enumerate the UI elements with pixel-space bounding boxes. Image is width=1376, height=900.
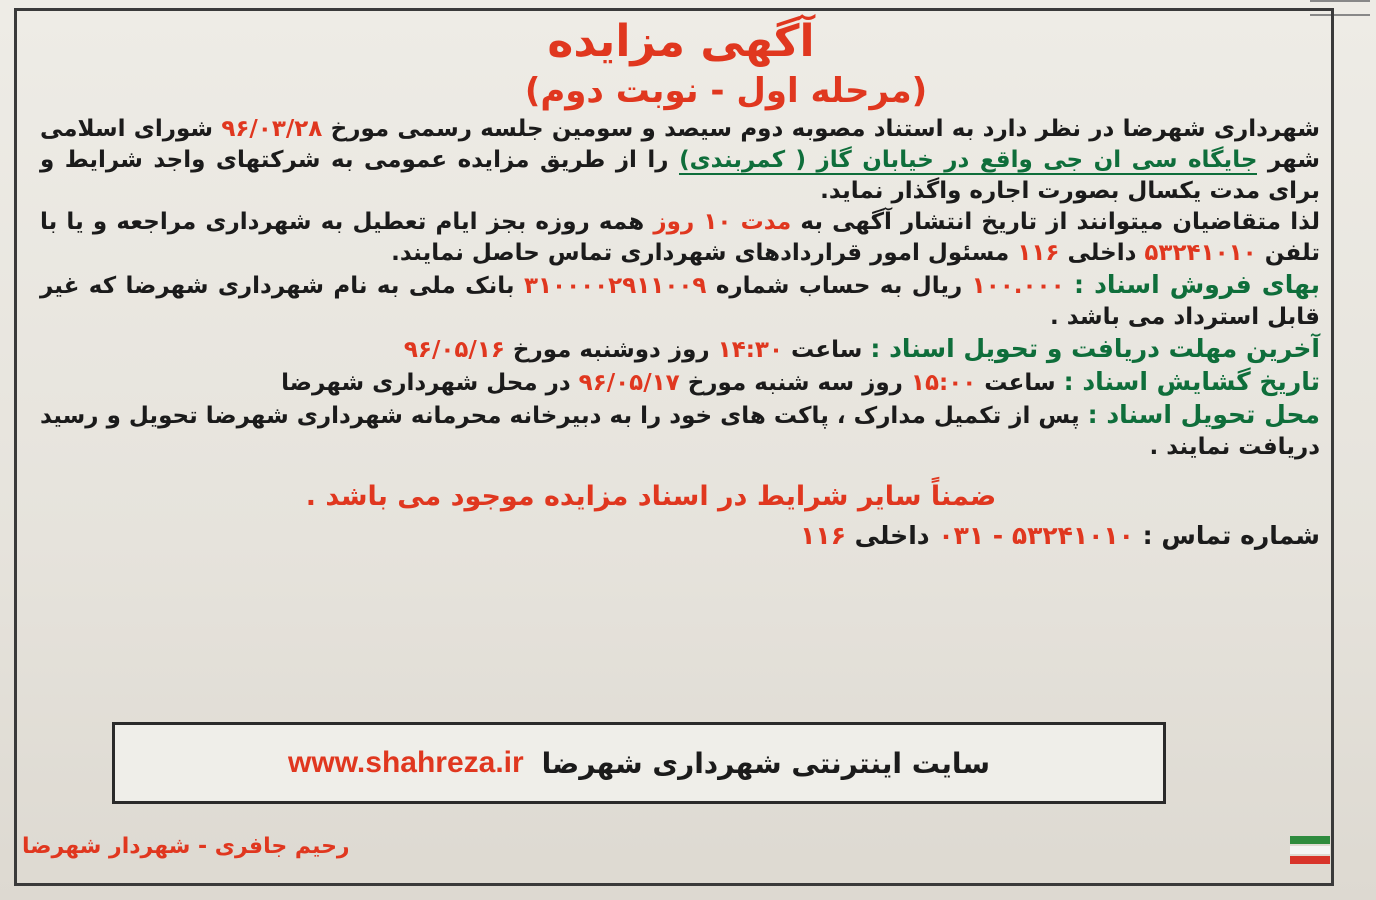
intro-subject: جایگاه سی ان جی واقع در خیابان گاز ( کمربندی)	[679, 147, 1258, 173]
ad-subtitle: (مرحله اول - نوبت دوم)	[524, 71, 928, 111]
applicants-extension: ۱۱۶	[1017, 240, 1060, 266]
website-box	[112, 722, 1166, 804]
contact-line	[36, 519, 1326, 553]
deadline-label: آخرین مهلت دریافت و تحویل اسناد :	[870, 334, 1320, 363]
price-label: بهای فروش اسناد :	[1074, 270, 1320, 299]
deadline-line	[36, 333, 1326, 366]
price-account: ۳۱۰۰۰۰۲۹۱۱۰۰۹	[523, 273, 707, 299]
opening-text-2: روز سه شنبه مورخ	[687, 370, 903, 396]
intro-text-1: شهرداری شهرضا در نظر دارد به استناد مصوبه دوم سیصد و سومین جلسه رسمی مورخ	[330, 116, 1320, 142]
intro-paragraph	[36, 114, 1326, 207]
applicants-text-1: لذا متقاضیان میتوانند از تاریخ انتشار آگهی به	[800, 209, 1321, 235]
opening-text-3: در محل شهرداری شهرضا	[281, 370, 571, 396]
ad-title: آگهی مزایده	[547, 16, 815, 67]
contact-number: ۰۳۱ - ۵۳۲۴۱۰۱۰	[938, 521, 1134, 550]
website-link[interactable]: www.shahreza.ir	[288, 746, 524, 779]
website-label: سایت اینترنتی شهرداری شهرضا	[541, 746, 990, 780]
intro-text-3: را از طریق مزایده عمومی به شرکتهای واجد شرایط و برای مدت یکسال بصورت اجاره واگذار نماید.	[40, 147, 1320, 204]
delivery-paragraph	[36, 399, 1326, 463]
conditions-note: ضمناً سایر شرایط در اسناد مزایده موجود می باشد .	[305, 481, 997, 512]
price-paragraph	[36, 269, 1326, 333]
price-text-2: بانک ملی به نام شهرداری شهرضا که غیر قابل استرداد می باشد .	[40, 273, 1320, 330]
opening-text-1: ساعت	[984, 370, 1056, 396]
intro-date: ۹۶/۰۳/۲۸	[221, 116, 323, 142]
price-text-1: ریال به حساب شماره	[715, 273, 963, 299]
opening-label: تاریخ گشایش اسناد :	[1063, 367, 1320, 396]
contact-label: شماره تماس :	[1142, 521, 1320, 550]
deadline-text-1: ساعت	[791, 337, 863, 363]
applicants-phone: ۵۳۲۴۱۰۱۰	[1144, 240, 1257, 266]
opening-time: ۱۵:۰۰	[910, 370, 977, 396]
applicants-text-3: داخلی	[1067, 240, 1137, 266]
opening-line	[36, 366, 1326, 399]
intro-text-2: شورای اسلامی شهر	[40, 116, 1321, 173]
contact-ext-label: داخلی	[854, 521, 930, 550]
delivery-text: پس از تکمیل مدارک ، پاکت های خود را به دبیرخانه محرمانه شهرداری شهرضا تحویل و رسید دریافت نمایند .	[40, 403, 1320, 460]
applicants-paragraph	[36, 207, 1326, 269]
deadline-text-2: روز دوشنبه مورخ	[512, 337, 710, 363]
applicants-duration: مدت ۱۰ روز	[653, 209, 792, 235]
contact-ext: ۱۱۶	[800, 521, 846, 550]
applicants-text-4: مسئول امور قراردادهای شهرداری تماس حاصل نمایند.	[391, 240, 1010, 266]
applicants-text-2: همه روزه بجز ایام تعطیل به شهرداری مراجعه و یا با تلفن	[40, 209, 1320, 266]
mayor-signature: رحیم جافری - شهردار شهرضا	[22, 834, 350, 859]
delivery-label: محل تحویل اسناد :	[1087, 400, 1320, 429]
deadline-time: ۱۴:۳۰	[717, 337, 784, 363]
flag-icon	[1290, 836, 1330, 872]
opening-date: ۹۶/۰۵/۱۷	[578, 370, 680, 396]
deadline-date: ۹۶/۰۵/۱۶	[403, 337, 505, 363]
price-amount: ۱۰۰.۰۰۰	[971, 273, 1065, 299]
